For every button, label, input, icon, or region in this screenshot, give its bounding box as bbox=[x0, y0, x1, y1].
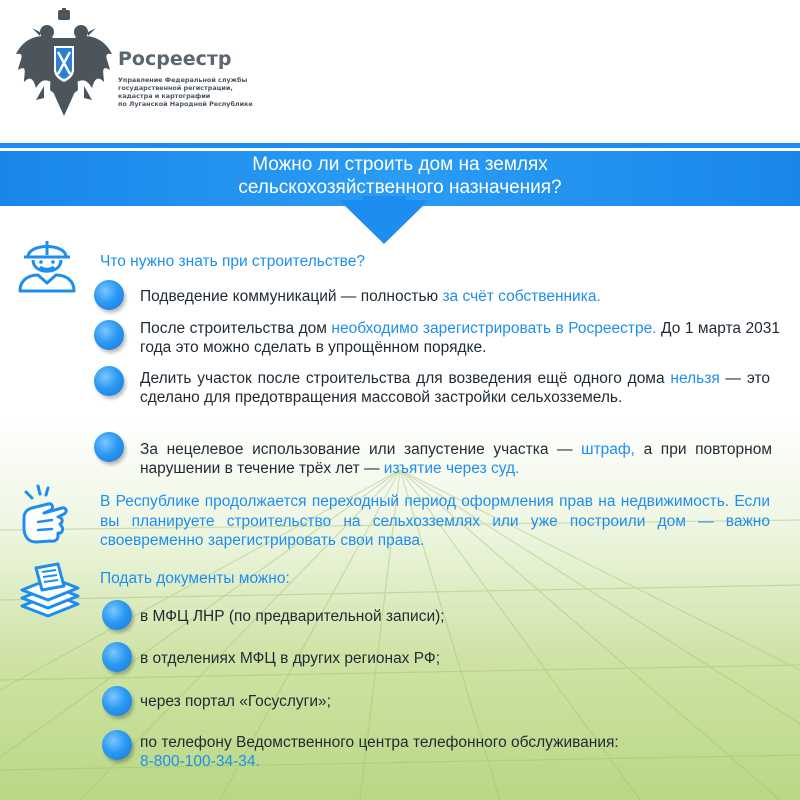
section1-item-4: За нецелевое использование или запустение участка — штраф, а при повторном нарушении в течение трёх лет — изъятие через суд. bbox=[140, 441, 772, 477]
section1-item-1: Подведение коммуникаций — полностью за счёт собственника. bbox=[140, 288, 601, 305]
section1-bullet-2 bbox=[94, 320, 124, 350]
brand-subtitle: Управление Федеральной службы государственной регистрации, кадастра и картографии по Луганской Народной Республике bbox=[118, 76, 253, 108]
section2-bullet-4 bbox=[102, 730, 132, 760]
section2-item-4: по телефону Ведомственного центра телефонного обслуживания: 8-800-100-34-34. bbox=[140, 733, 780, 771]
section2-item-1: в МФЦ ЛНР (по предварительной записи); bbox=[140, 608, 445, 625]
header bbox=[14, 8, 274, 118]
brand-name: Росреестр bbox=[118, 48, 232, 70]
pointing-hand-icon bbox=[18, 482, 80, 548]
section1-item-3: Делить участок после строительства для возведения ещё одного дома нельзя — это сделано для предотвращения массовой застройки сельхозземель. bbox=[140, 370, 770, 406]
page-title: Можно ли строить дом на землях сельскохозяйственного назначения? bbox=[238, 154, 562, 198]
section1-bullet-4 bbox=[94, 432, 124, 462]
section2-item-3: через портал «Госуслуги»; bbox=[140, 693, 331, 710]
section1-bullet-1 bbox=[94, 280, 124, 310]
title-band-top-line bbox=[0, 143, 800, 148]
section2-bullet-2 bbox=[102, 642, 132, 672]
transition-period-note: В Республике продолжается переходный период оформления прав на недвижимость. Если вы планируете строительство на сельхозземлях или уже построили дом — важно своевременно зарегистрировать свои права. bbox=[100, 493, 770, 549]
builder-helmet-icon bbox=[16, 233, 78, 293]
section2-item-2: в отделениях МФЦ в других регионах РФ; bbox=[140, 650, 440, 667]
section2-bullet-3 bbox=[102, 686, 132, 716]
section2-bullet-1 bbox=[102, 600, 132, 630]
section2-heading: Подать документы можно: bbox=[100, 570, 290, 587]
section1-bullet-3 bbox=[94, 366, 124, 396]
section1-item-2: После строительства дом необходимо зарегистрировать в Росреестре. До 1 марта 2031 года это можно сделать в упрощённом порядке. bbox=[140, 320, 780, 356]
document-stack-icon bbox=[18, 560, 82, 620]
section1-heading: Что нужно знать при строительстве? bbox=[100, 253, 365, 270]
double-headed-eagle-emblem-icon bbox=[14, 8, 114, 118]
title-band-arrow bbox=[339, 200, 429, 244]
phone-number[interactable]: 8-800-100-34-34. bbox=[140, 753, 260, 770]
